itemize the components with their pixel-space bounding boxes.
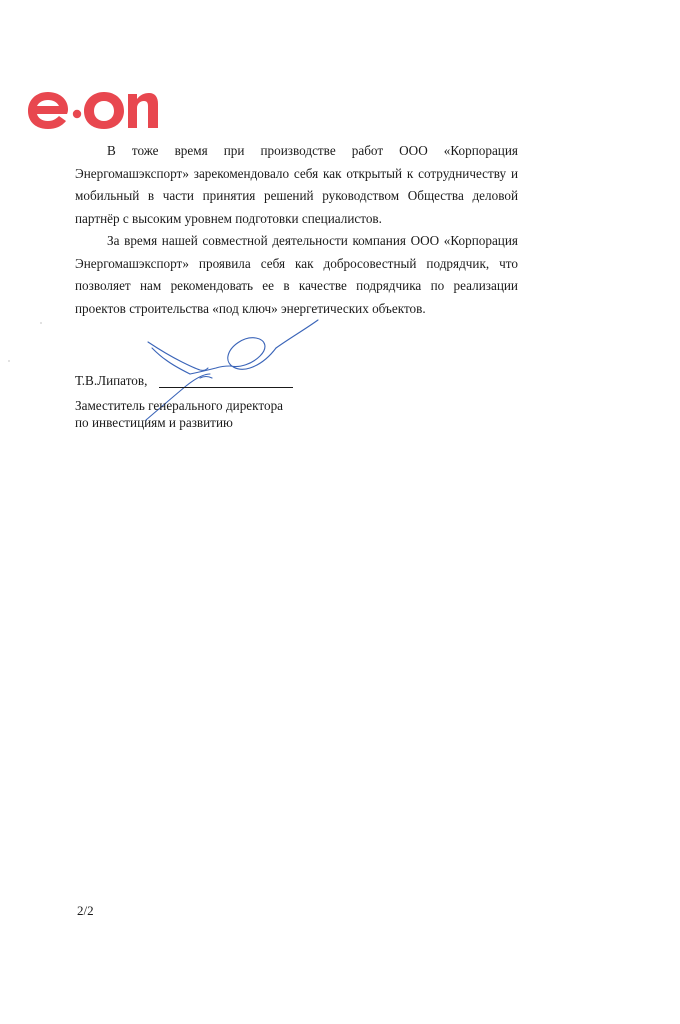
signatory-name: Т.В.Липатов, [75, 373, 148, 388]
page-number: 2/2 [77, 903, 94, 918]
scan-speck [8, 360, 10, 362]
eon-logo [26, 84, 158, 132]
signature-line [159, 387, 293, 388]
signatory-title-line1: Заместитель генерального директора [75, 398, 284, 413]
letter-body [75, 140, 518, 320]
paragraph-1: В тоже время при производстве работ ООО «Корпорация Энергомашэкспорт» зарекомендовало себя как открытый к сотрудничеству и мобильный в части принятия решений руководством Общества деловой партнёр с высоким уровнем подготовки специалистов. [75, 143, 518, 226]
scan-speck [40, 322, 42, 324]
paragraph-2: За время нашей совместной деятельности компания ООО «Корпорация Энергомашэкспорт» проявила себя как добросовестный подрядчик, что позволяет нам рекомендовать ее в качестве подрядчика по реализации проектов строительства «под ключ» энергетических объектов. [75, 233, 518, 316]
signatory-title-line2: по инвестициям и развитию [75, 415, 233, 430]
signature-block [75, 372, 375, 431]
signatory-title [75, 397, 375, 431]
